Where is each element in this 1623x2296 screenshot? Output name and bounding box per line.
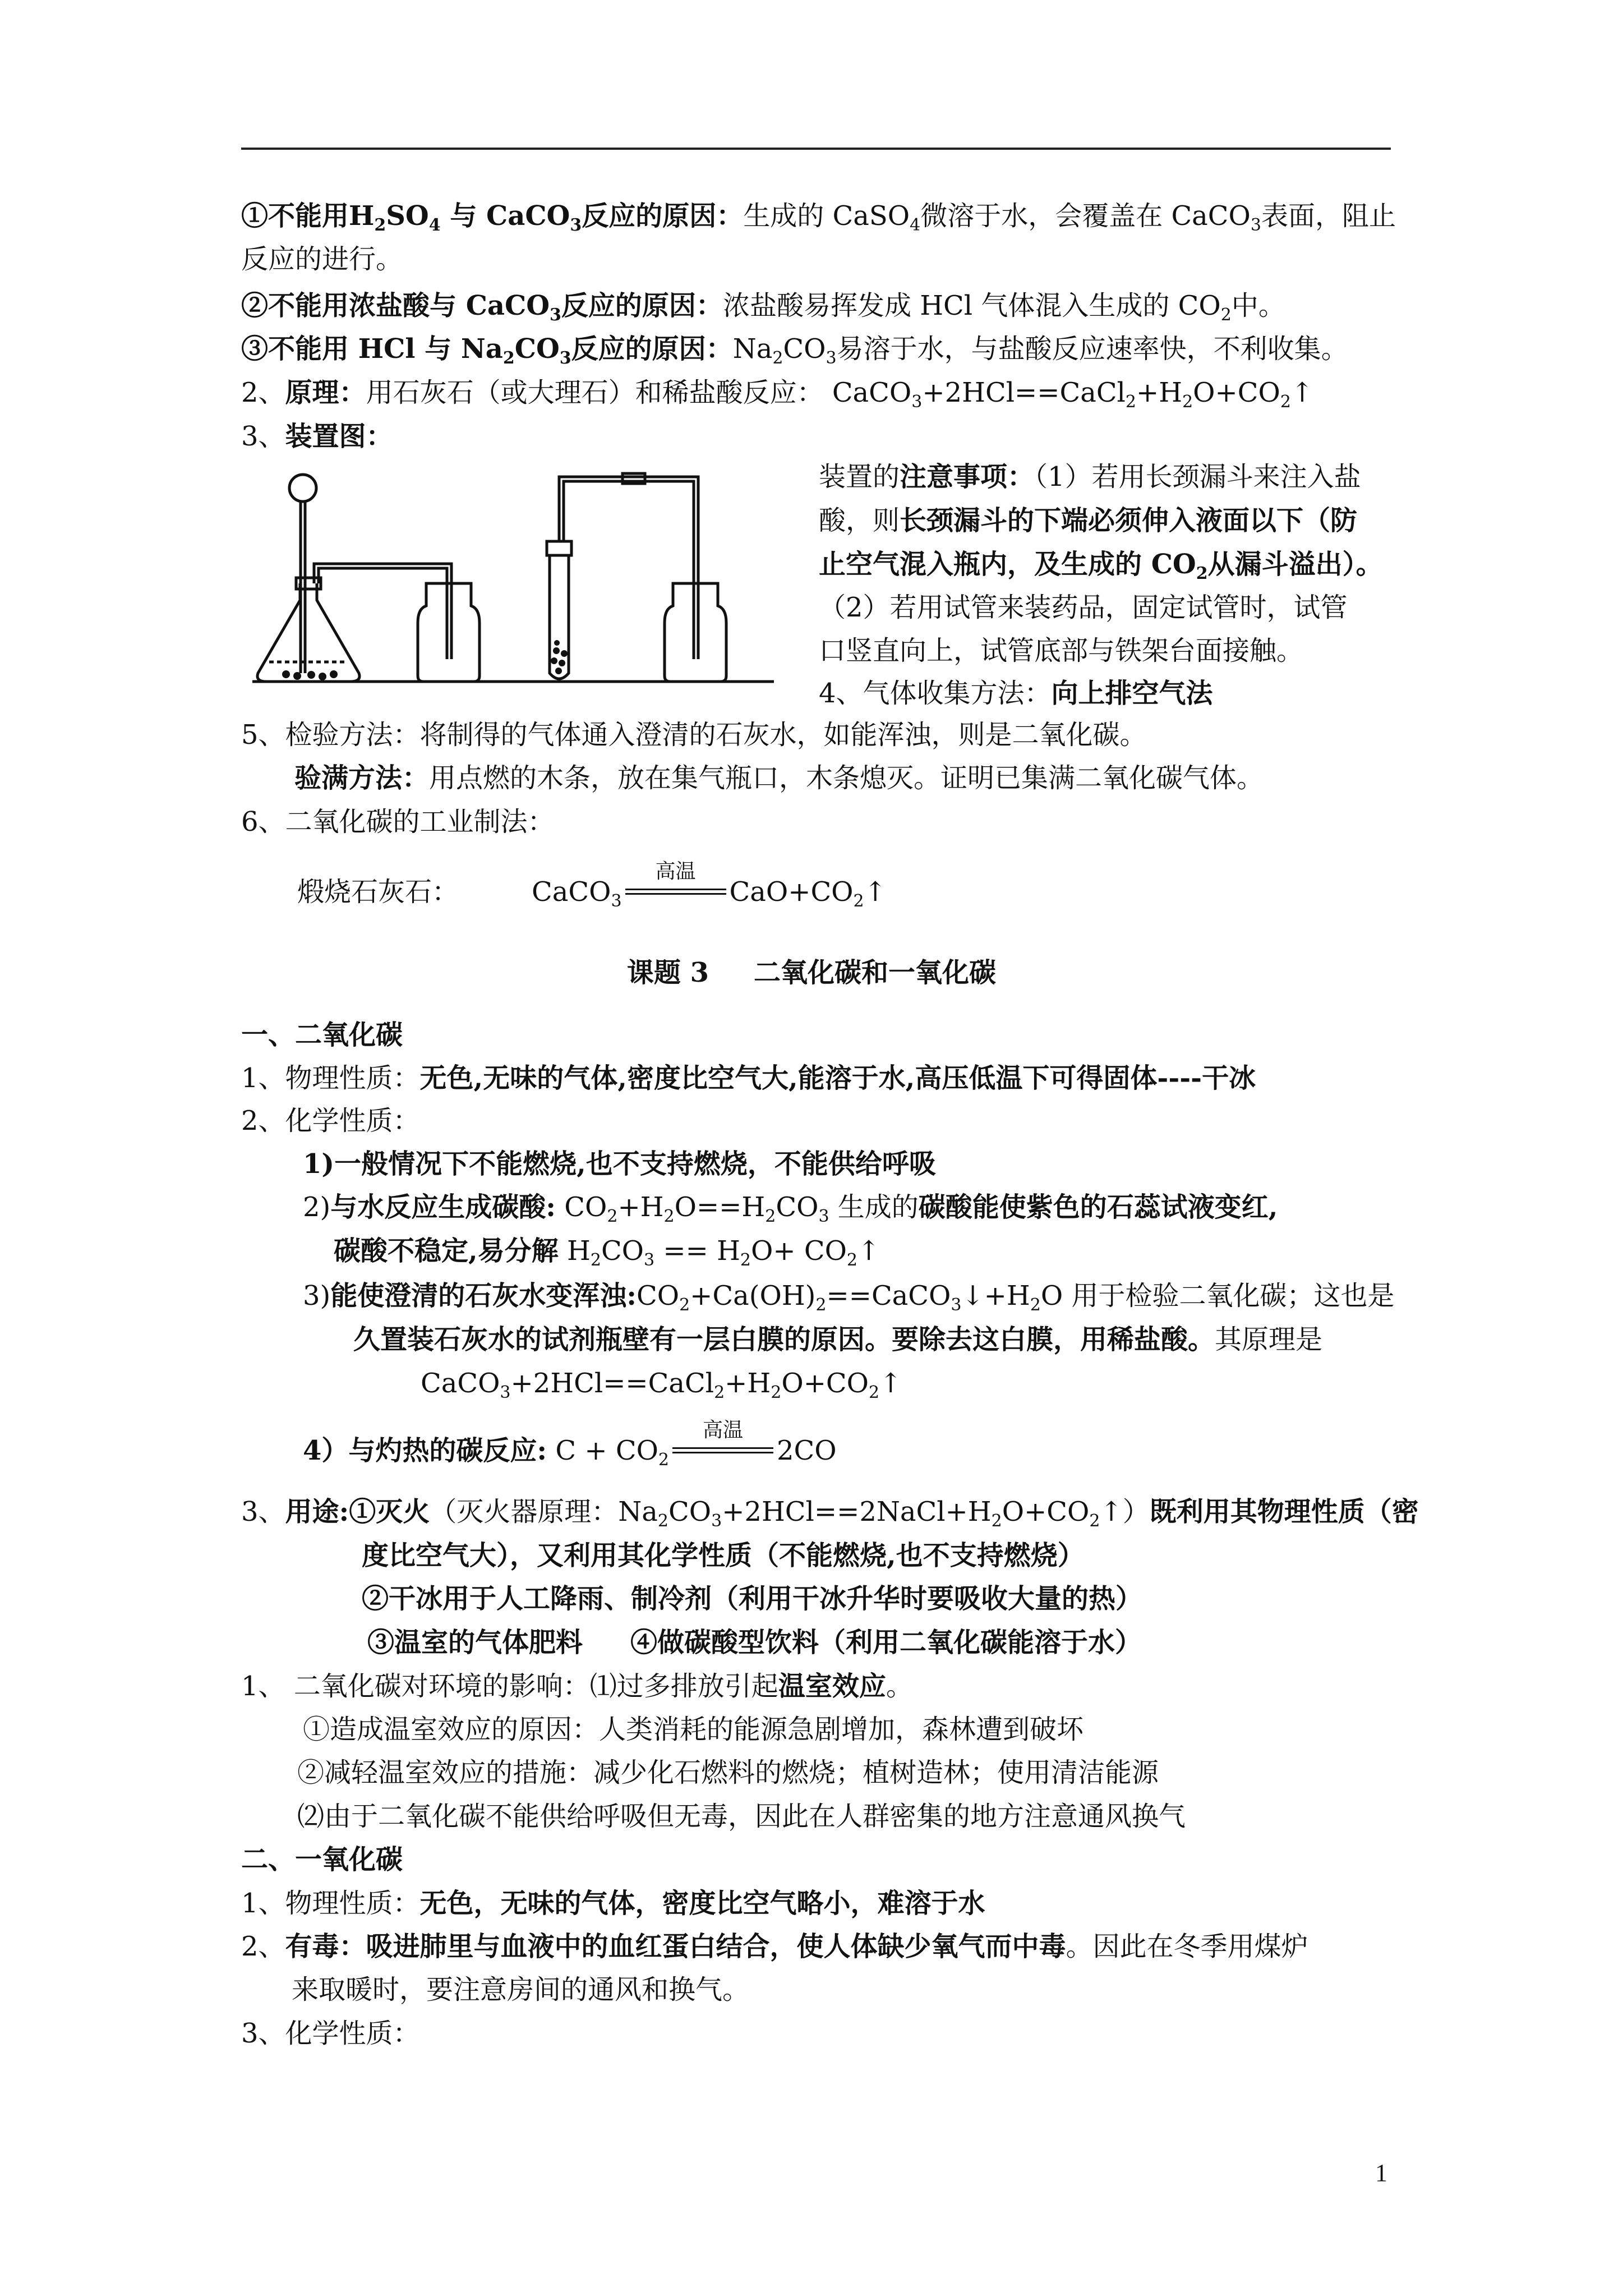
co2-chem-3b: 久置装石灰水的试剂瓶壁有一层白膜的原因。要除去这白膜，用稀盐酸。其原理是 [353,1324,1323,1355]
reaction-condition: 高温 [672,1436,773,1470]
co2-uses-2: 度比空气大），又利用其化学性质（不能燃烧,也不支持燃烧） [362,1540,1085,1571]
co2-uses-4: ③温室的气体肥料 ④做碳酸型饮料（利用二氧化碳能溶于水） [367,1627,1142,1658]
co2-chemical-heading: 2、化学性质： [241,1105,420,1137]
line-calcination: 煅烧石灰石： CaCO$_3$ 高温 $CaO+CO_2↑$ [297,859,887,911]
co-chemical-heading: 3、化学性质： [241,2018,420,2049]
co2-chem-3c: $CaCO_3+2HCl==CaCl_2+H_2O+CO_2↑$ [421,1368,902,1402]
line-test-method: 5、检验方法：将制得的气体通入澄清的石灰水，如能浑浊，则是二氧化碳。 [241,719,1147,751]
note-line-5: 口竖直向上，试管底部与铁架台面接触。 [819,635,1304,666]
note-line-6: 4、气体收集方法：向上排空气法 [819,678,1213,709]
page-number: 1 [1375,2159,1387,2187]
note-line-2: 酸，则长颈漏斗的下端必须伸入液面以下（防 [819,505,1358,536]
co2-physical: 1、物理性质：无色,无味的气体,密度比空气大,能溶于水,高压低温下可得固体----干冰 [241,1062,1256,1094]
co2-environment: 1、 二氧化碳对环境的影响：⑴过多排放引起温室效应。 [241,1671,913,1702]
co2-uses: 3、用途:①灭火（灭火器原理：$Na_2CO_3+2HCl==2NaCl+H_2O+CO_2↑$）既利用其物理性质（密 [241,1496,1419,1531]
reaction-condition: 高温 [625,877,726,911]
co2-chem-2b: 碳酸不稳定,易分解 $H_2CO_3 == H_2O+$ $CO_2↑$ [334,1235,880,1270]
section-co2: 一、二氧化碳 [241,1019,403,1051]
ventilation-note: ⑵由于二氧化碳不能供给呼吸但无毒，因此在人群密集的地方注意通风换气 [297,1801,1186,1832]
co2-uses-3: ②干冰用于人工降雨、制冷剂（利用干冰升华时要吸收大量的热） [362,1583,1143,1614]
line-na2co3: ③不能用 HCl 与 $Na_2CO_3$反应的原因：$Na_2CO_3$易溶于水，与盐酸反应速率快，不利收集。 [241,333,1348,368]
line-apparatus-heading: 3、装置图： [241,421,393,452]
lesson-title: 课题 3 二氧化碳和一氧化碳 [626,957,997,988]
line-full-check: 验满方法：用点燃的木条，放在集气瓶口，木条熄灭。证明已集满二氧化碳气体。 [294,762,1264,794]
note-line-1: 装置的注意事项：（1）若用长颈漏斗来注入盐 [819,461,1361,493]
greenhouse-cause: ①造成温室效应的原因：人类消耗的能源急剧增加，森林遭到破坏 [303,1714,1084,1745]
co2-chem-3: 3)能使澄清的石灰水变浑浊$:CO_2+Ca(OH)_2==CaCO_3↓+H_2O$ 用于检验二氧化碳；这也是 [303,1280,1395,1315]
header-rule [241,148,1391,150]
co-toxic: 2、有毒：吸进肺里与血液中的血红蛋白结合，使人体缺少氧气而中毒。因此在冬季用煤炉 [241,1931,1308,1962]
line-continue: 反应的进行。 [241,243,403,275]
section-co: 二、一氧化碳 [241,1844,403,1875]
apparatus-figure [247,466,780,690]
greenhouse-measures: ②减轻温室效应的措施：减少化石燃料的燃烧；植树造林；使用清洁能源 [297,1757,1159,1788]
line-industrial: 6、二氧化碳的工业制法： [241,806,555,838]
co2-chem-2: 2)与水反应生成碳酸: $CO_2+H_2O==H_2CO_3$ 生成的碳酸能使紫色的石蕊试液变红, [303,1191,1278,1226]
line-h2so4: ①不能用$H_2SO_4$ 与 CaCO$_3$反应的原因：生成的 CaSO$_4$微溶于水，会覆盖在 CaCO$_3$表面，阻止 [241,200,1396,235]
co2-chem-1: 1)一般情况下不能燃烧,也不支持燃烧，不能供给呼吸 [303,1148,936,1180]
note-line-4: （2）若用试管来装药品，固定试管时，试管 [819,592,1348,623]
line-hcl-conc: ②不能用浓盐酸与 CaCO$_3$反应的原因：浓盐酸易挥发成 HCl 气体混入生成的 $CO_2$中。 [241,290,1285,325]
line-principle: 2、原理：用石灰石（或大理石）和稀盐酸反应： $CaCO_3+2HCl==CaCl_2+H_2O+CO_2↑$ [241,377,1314,412]
co-toxic-2: 来取暖时，要注意房间的通风和换气。 [292,1974,750,2005]
note-line-3: 止空气混入瓶内，及生成的 $CO_2$从漏斗溢出）。 [819,549,1383,583]
co-physical: 1、物理性质：无色，无味的气体，密度比空气略小，难溶于水 [241,1888,985,1919]
co2-chem-4: 4）与灼热的碳反应: $C + CO_2$ 高温 2CO [303,1418,837,1470]
